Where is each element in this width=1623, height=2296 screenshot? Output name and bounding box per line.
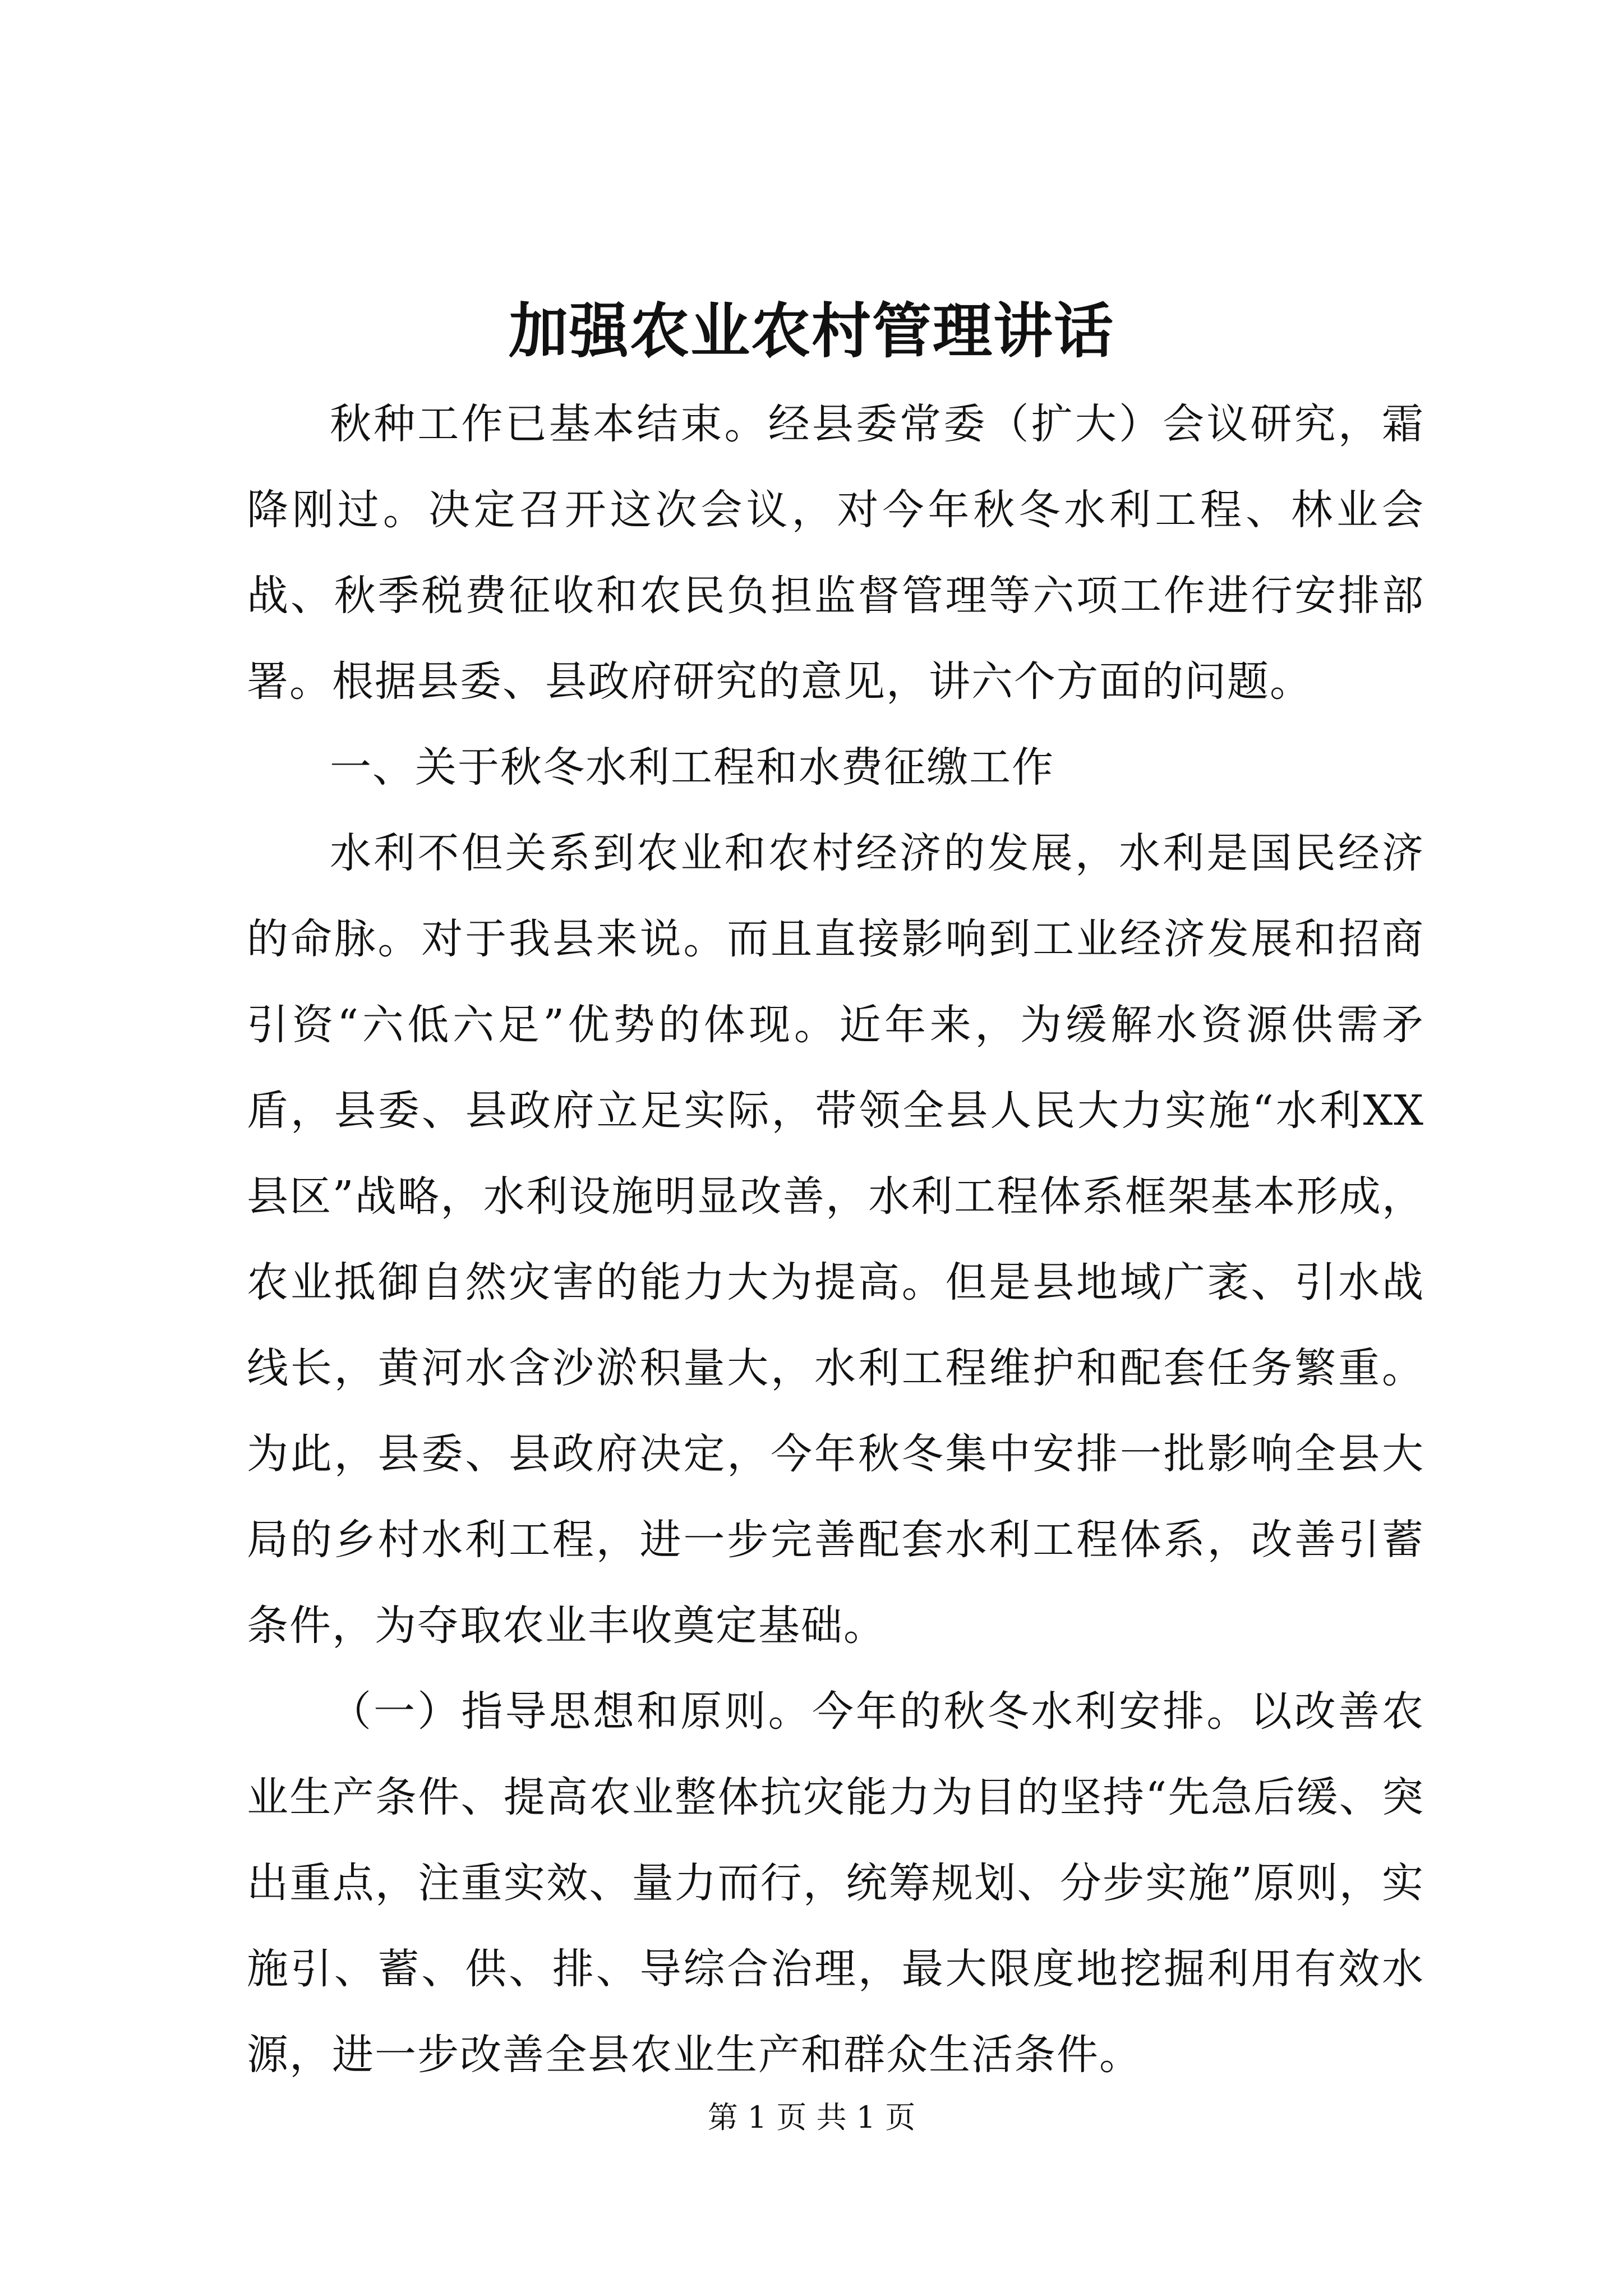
document-title: 加强农业农村管理讲话 (509, 296, 1114, 366)
paragraph-water-conservancy: 水利不但关系到农业和农村经济的发展，水利是国民经济的命脉。对于我县来说。而且直接影响到工业经济发展和招商引资“六低六足”优势的体现。近年来，为缓解水资源供需矛盾，县委、县政府立足实际，带领全县人民大力实施“水利XX县区”战略，水利设施明显改善，水利工程体系框架基本形成，农业抵御自然灾害的能力大为提高。但是县地域广袤、引水战线长，黄河水含沙淤积量大，水利工程维护和配套任务繁重。为此，县委、县政府决定，今年秋冬集中安排一批影响全县大局的乡村水利工程，进一步完善配套水利工程体系，改善引蓄条件，为夺取农业丰收奠定基础。 (247, 829, 1424, 1650)
paragraph-guiding-principles: （一）指导思想和原则。今年的秋冬水利安排。以改善农业生产条件、提高农业整体抗灾能力为目的坚持“先急后缓、突出重点，注重实效、量力而行，统筹规划、分步实施”原则，实施引、蓄、供、排、导综合治理，最大限度地挖掘利用有效水源，进一步改善全县农业生产和群众生活条件。 (247, 1687, 1424, 2079)
page-number-footer: 第 1 页 共 1 页 (707, 2100, 916, 2135)
section-heading-1: 一、关于秋冬水利工程和水费征缴工作 (330, 743, 1054, 792)
paragraph-intro: 秋种工作已基本结束。经县委常委（扩大）会议研究，霜降刚过。决定召开这次会议，对今年秋冬水利工程、林业会战、秋季税费征收和农民负担监督管理等六项工作进行安排部署。根据县委、县政府研究的意见，讲六个方面的问题。 (247, 400, 1424, 706)
document-body (247, 381, 1424, 2098)
